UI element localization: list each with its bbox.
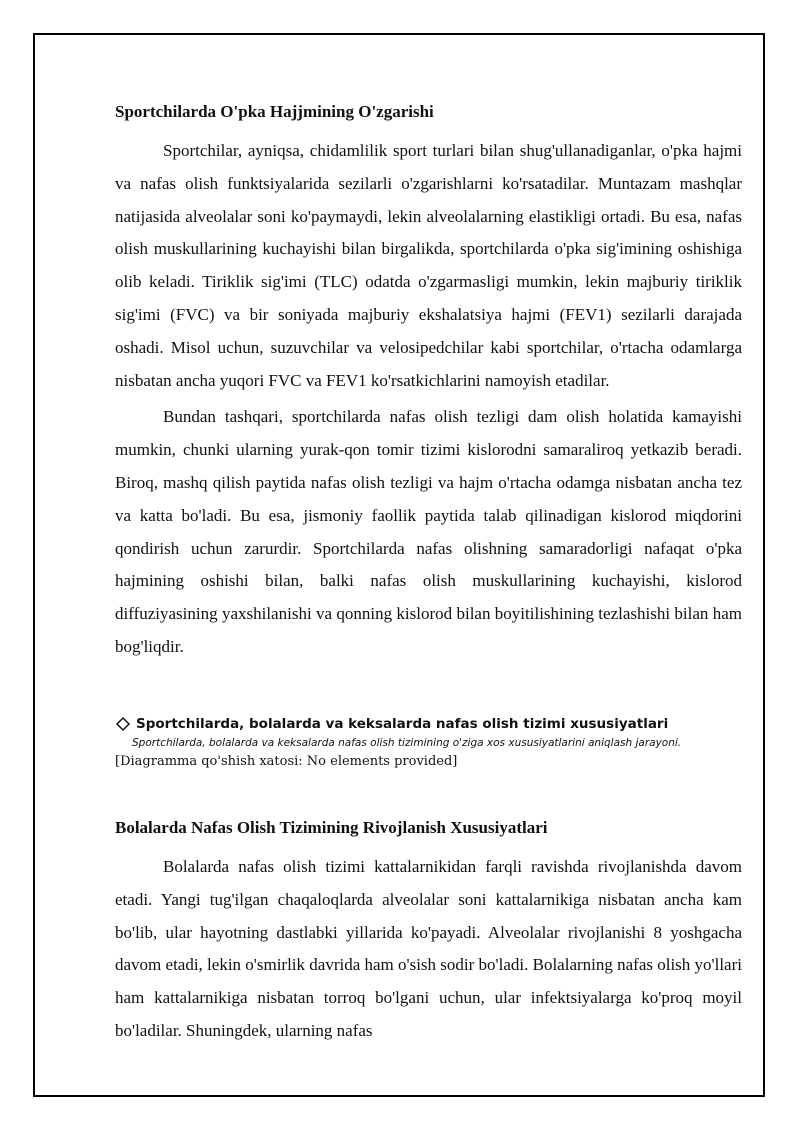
diagram-subtitle: Sportchilarda, bolalarda va keksalarda nafas olish tizimining o'ziga xos xususiyatlarini aniqlash jarayoni. (132, 737, 682, 749)
paragraph: Sportchilar, ayniqsa, chidamlilik sport turlari bilan shug'ullanadiganlar, o'pka hajmi va nafas olish funktsiyalarida sezilarli o'zgarishlarni ko'rsatadilar. Muntazam mashqlar natijasida alveolalar soni ko'paymaydi, lekin alveolalarning elastikligi ortadi. Bu esa, nafas olish muskullarining kuchayishi bilan birgalikda, sportchilarda o'pka sig'imining oshishiga olib keladi. Tiriklik sig'imi (TLC) odatda o'zgarmasligi mumkin, lekin majburiy tiriklik sig'imi (FVC) va bir soniyada majburiy ekshalatsiya hajmi (FEV1) sezilarli darajada oshadi. Misol uchun, suzuvchilar va velosipedchilar kabi sportchilar, o'rtacha odamlarga nisbatan ancha yuqori FVC va FEV1 ko'rsatkichlarini namoyish etadilar. (115, 141, 742, 390)
section-heading-athletes: Sportchilarda O'pka Hajjmining O'zgarishi (115, 102, 434, 121)
diagram-title-text: Sportchilarda, bolalarda va keksalarda nafas olish tizimi xususiyatlari (136, 716, 669, 732)
paragraph: Bundan tashqari, sportchilarda nafas olish tezligi dam olish holatida kamayishi mumkin, chunki ularning yurak-qon tomir tizimi kislorodni samaraliroq yetkazib beradi. Biroq, mashq qilish paytida nafas olish tezligi va hajm o'rtacha odamga nisbatan ancha tez va katta bo'ladi. Bu esa, jismoniy faollik paytida talab qilinadigan kislorod miqdorini qondirish uchun zarurdir. Sportchilarda nafas olishning samaradorligi nafaqat o'pka hajmining oshishi bilan, balki nafas olish muskullarining kuchayishi, kislorod diffuziyasining yaxshilanishi va qonning kislorod bilan boyitilishining tezlashishi bilan ham bog'liqdir. (115, 407, 742, 656)
diagram-error-message: [Diagramma qo'shish xatosi: No elements provided] (115, 754, 458, 769)
diagram-block (115, 714, 742, 772)
paragraph: Bolalarda nafas olish tizimi kattalarnikidan farqli ravishda rivojlanishda davom etadi. Yangi tug'ilgan chaqaloqlarda alveolalar soni kattalarnikiga nisbatan ancha kam bo'lib, ular hayotning dastlabki yillarida ko'payadi. Alveolalar rivojlanishi 8 yoshgacha davom etadi, lekin o'smirlik davrida ham o'sish sodir bo'ladi. Bolalarning nafas olish yo'llari ham kattalarnikiga nisbatan torroq bo'lgani uchun, ular infektsiyalarga ko'proq moyil bo'ladilar. Shuningdek, ularning nafas (115, 857, 742, 1040)
section-heading-children: Bolalarda Nafas Olish Tizimining Rivojlanish Xususiyatlari (115, 818, 548, 837)
diamond-icon (115, 716, 131, 732)
section-body-athletes (115, 135, 742, 664)
diagram-title (115, 714, 742, 734)
section-body-children (115, 851, 742, 1048)
